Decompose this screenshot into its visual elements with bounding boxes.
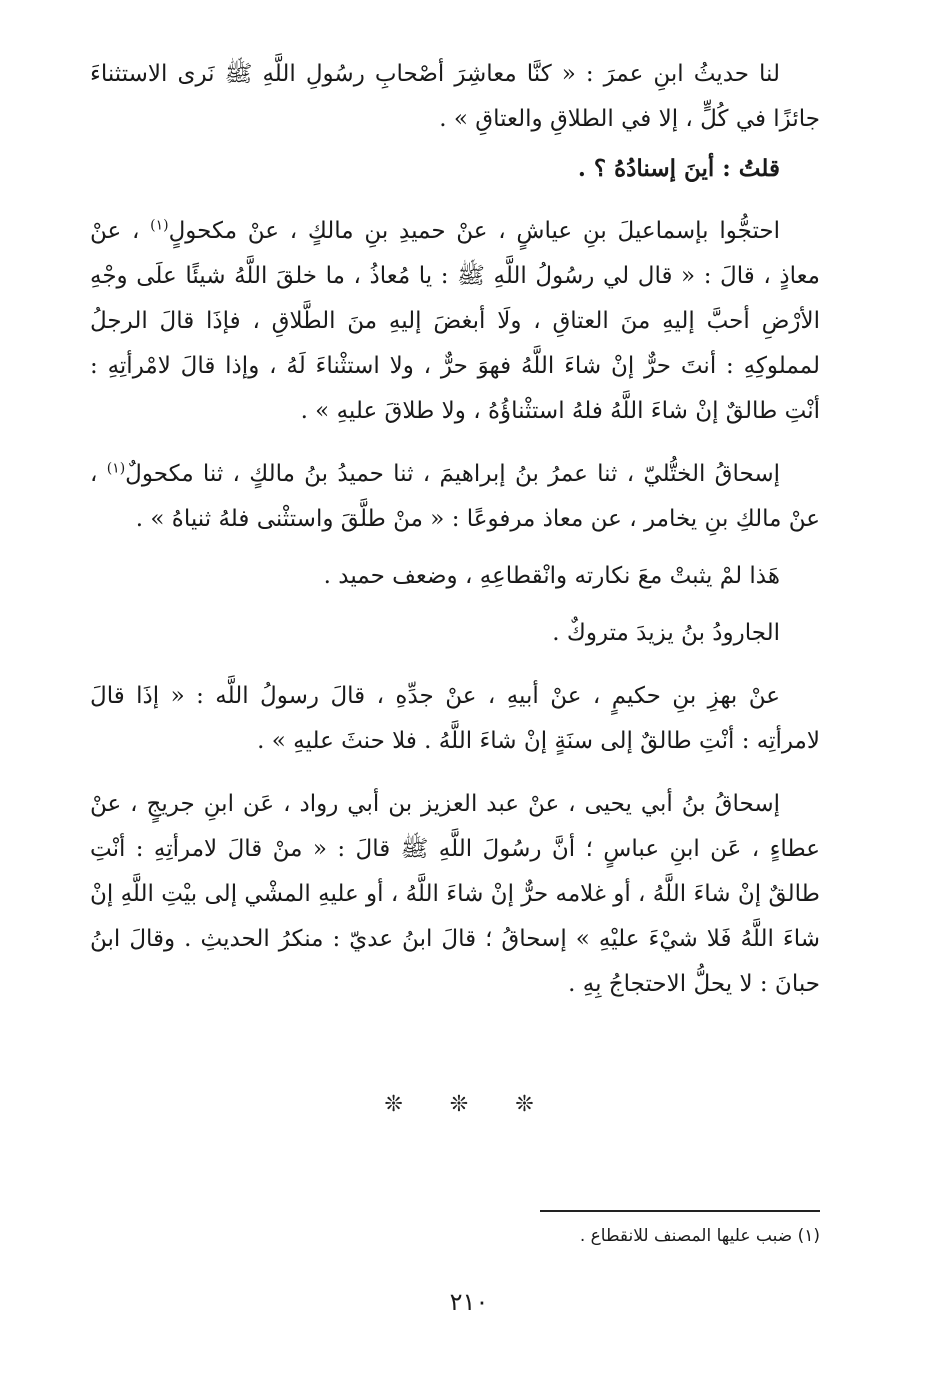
footnote-marker: (١): [106, 460, 126, 477]
paragraph-5: هَذا لمْ يثبتْ معَ نكارته وانْقطاعِهِ ، وضعف حميد .: [323, 563, 780, 589]
paragraph-4-tail: ، عنْ مالكِ بنِ يخامر ، عن معاذ مرفوعًا : « منْ طلَّقَ واستثْنى فلهُ ثنياهُ » .: [90, 461, 820, 532]
paragraph-3: [90, 209, 820, 434]
paragraph-3-head: احتجُّوا بإسماعيلَ بنِ عياشٍ ، عنْ حميدِ بنِ مالكٍ ، عنْ مكحولٍ: [168, 218, 780, 244]
footnote-divider: [540, 1210, 820, 1212]
page-number: ٢١٠: [449, 1288, 489, 1316]
paragraph-4: [90, 452, 820, 542]
paragraph-6: الجارودُ بنُ يزيدَ متروكٌ .: [552, 620, 780, 646]
paragraph-question: قلتُ : أينَ إسنادُهُ ؟ .: [577, 155, 780, 182]
footnote: (١) ضبب عليها المصنف للانقطاع .: [579, 1226, 820, 1246]
page-body: [90, 52, 820, 1007]
section-separator: ❊ ❊ ❊: [384, 1092, 554, 1117]
paragraph-1: لنا حديثُ ابنِ عمرَ : « كنَّا معاشِرَ أصْحابِ رسُولِ اللَّهِ ﷺ نَرى الاستثناءَ جائزًا في كُلٍّ ، إلا في الطلاقِ والعتاقِ » .: [90, 61, 820, 132]
paragraph-4-head: إسحاقُ الختُّليّ ، ثنا عمرُ بنُ إبراهيمَ ، ثنا حميدُ بنُ مالكٍ ، ثنا مكحولٌ: [125, 461, 780, 487]
paragraph-8: إسحاقُ بنُ أبي يحيى ، عنْ عبد العزيز بن أبي رواد ، عَن ابنِ جريجٍ ، عنْ عطاءٍ ، عَن ابنِ عباسٍ ؛ أنَّ رسُولَ اللَّهِ ﷺ قالَ : « منْ قالَ لامرأتِهِ : أنْتِ طالقٌ إنْ شاءَ اللَّهُ ، أو غلامه حرٌّ إنْ شاءَ اللَّهُ ، أو عليهِ المشْي إلى بيْتِ اللَّهِ إنْ شاءَ اللَّهُ فَلا شيْءَ عليْهِ » إسحاقُ ؛ قالَ ابنُ عديّ : منكرُ الحديثِ . وقالَ ابنُ حبانَ : لا يحلُّ الاحتجاجُ بِهِ .: [90, 791, 820, 997]
footnote-marker: (١): [150, 217, 169, 234]
paragraph-3-tail: ، عنْ معاذٍ ، قالَ : « قال لي رسُولُ اللَّهِ ﷺ : يا مُعاذُ ، ما خلقَ اللَّهُ شيئًا علَى وجْهِ الأرْضِ أحبَّ إليهِ منَ العتاقِ ، ولَا أبغضَ إليهِ منَ الطَّلاقِ ، فإذَا قالَ الرجلُ لمملوكِهِ : أنتَ حرٌّ إنْ شاءَ اللَّهُ فهوَ حرٌّ ، ولا استثْناءَ لَهُ ، وإذا قالَ لامْرأتِهِ : أنْتِ طالقٌ إنْ شاءَ اللَّهُ فلهُ استثْناؤُهُ ، ولا طلاقَ عليهِ » .: [90, 218, 820, 424]
paragraph-7: عنْ بهزِ بنِ حكيمٍ ، عنْ أبيهِ ، عنْ جدِّهِ ، قالَ رسولُ اللَّه : « إذَا قالَ لامرأتِه : أنْتِ طالقٌ إلى سنَةٍ إنْ شاءَ اللَّهُ . فلا حنثَ عليهِ » .: [90, 683, 820, 754]
